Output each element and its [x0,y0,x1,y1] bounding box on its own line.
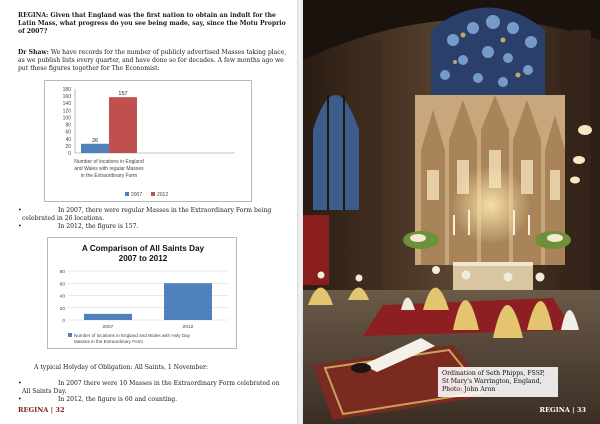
interview-question: REGINA: Given that England was the first nation to obtain an indult for the Latin Mass, what progress do you see being made, say, since the Motu Proprio of 2007? [18,12,286,36]
y-tick-label: 40 [65,136,71,143]
chart-title: 2007 to 2012 [118,254,168,263]
x-tick-label: 2007 [102,325,114,330]
y-tick-label: 100 [62,115,71,122]
legend-swatch [151,192,155,196]
data-label: 26 [91,137,99,144]
y-tick-label: 60 [59,282,65,288]
chart-title: A Comparison of All Saints Day [81,244,205,253]
list-item: • In 2007 there were 10 Masses in the Extraordinary Form celebrated on All Saints Day. [18,380,280,395]
locations-chart-svg [45,81,253,203]
bar-2007 [81,144,109,153]
legend-entry: 2012 [157,192,169,198]
y-tick-label: 160 [62,94,71,101]
y-tick-label: 80 [59,270,65,275]
answer-text: We have records for the number of publicly advertised Masses taking place, as we publish lists every quarter, and have done so for decades. A few months ago we put these figures together for The Economist: [18,49,287,73]
y-tick-label: 20 [59,306,65,312]
caption-line: Ordination of Seth Phipps, FSSP, [442,370,545,377]
all-saints-chart [47,237,237,349]
holyday-line: A typical Holyday of Obligation: All Saints, 1 November: [34,364,208,371]
y-tick-label: 20 [65,143,71,150]
y-tick-label: 140 [62,101,71,108]
legend-entry: 2007 [131,192,143,198]
x-axis-label: and Wales with regular Masses [74,166,144,172]
bar-2007 [84,314,132,320]
list-item: • In 2012, the figure is 60 and counting. [18,396,178,403]
answer-speaker: Dr Shaw: [18,49,49,56]
list-item: • In 2007, there were regular Masses in the Extraordinary Form being celebrated in 26 locations. [18,207,272,222]
legend-swatch [125,192,129,196]
y-tick-label: 120 [62,108,71,115]
page-footer-right: REGINA | 33 [539,406,586,414]
caption-line: Photo: John Aron [442,386,496,393]
right-page [303,0,600,424]
bar-2012 [164,283,212,320]
legend-entry: Masses in the Extraordinary Form [74,339,143,344]
bullet-list-locations [18,207,288,231]
y-tick-label: 40 [59,294,65,300]
list-item: • In 2012, the figure is 157. [18,223,139,230]
photo-caption [438,367,558,397]
y-tick-label: 180 [62,87,71,93]
all-saints-chart-svg [48,238,238,350]
legend-entry: Number of locations in England and Wales with Holy Day [74,333,191,338]
legend-swatch [68,333,72,337]
page-footer-left: REGINA | 32 [18,406,65,414]
y-tick-label: 60 [65,129,71,136]
caption-line: St Mary's Warrington, England, [442,378,542,385]
data-label: 157 [118,91,128,98]
interview-answer [18,49,288,74]
x-tick-label: 2012 [182,325,194,330]
x-axis-label: Number of locations in England [74,159,144,165]
y-tick-label: 0 [62,319,65,324]
y-tick-label: 0 [68,151,71,157]
ordination-photo [303,0,600,424]
x-axis-label: in the Extraordinary Form [80,173,138,179]
locations-chart [44,80,252,202]
y-tick-label: 80 [65,122,71,129]
bullet-list-holyday [18,380,288,404]
bar-2012 [109,97,137,153]
